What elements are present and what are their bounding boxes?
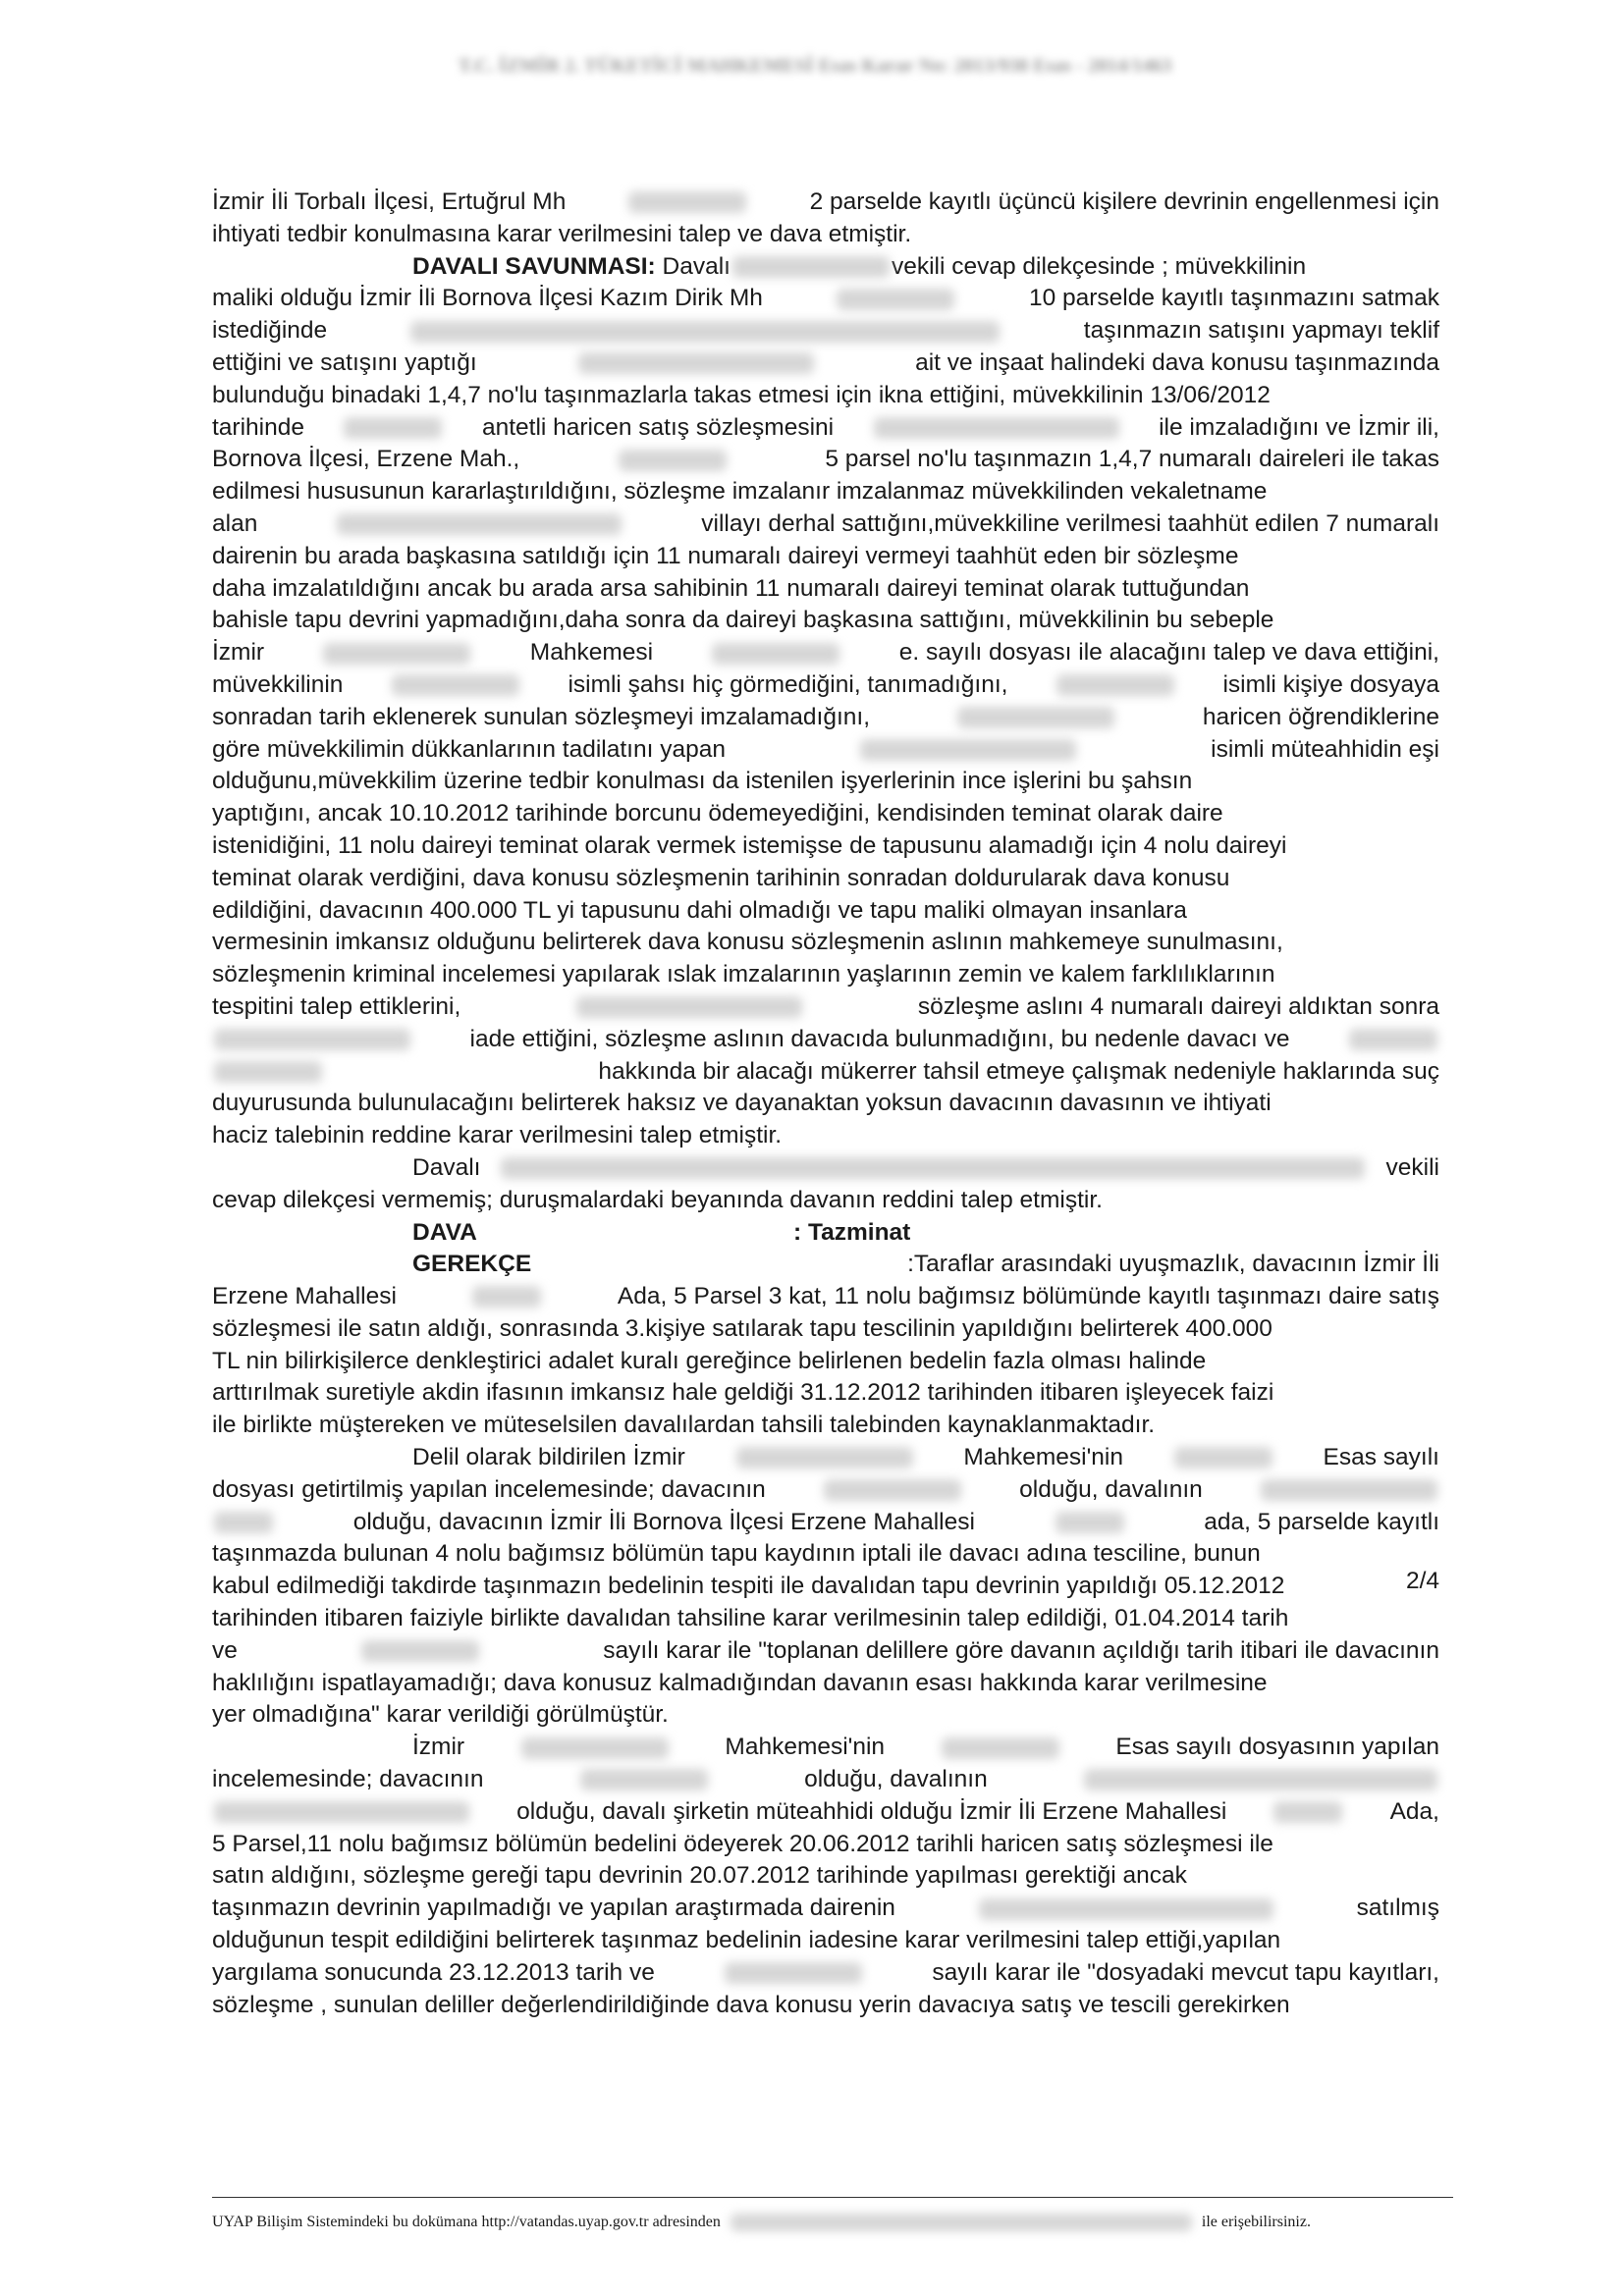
- text-line: [212, 1957, 1439, 1990]
- redaction: [521, 1737, 669, 1759]
- text-segment: ettiğini ve satışını yaptığı: [212, 348, 477, 376]
- text-segment: Bornova İlçesi, Erzene Mah.,: [212, 446, 520, 473]
- text-line: [212, 1860, 1439, 1893]
- text-segment: hakkında bir alacağı mükerrer tahsil etmeye çalışmak nedeniyle haklarında suç: [598, 1057, 1439, 1085]
- redaction: [942, 1737, 1059, 1759]
- text-line: [212, 1442, 1439, 1474]
- redaction: [361, 1640, 479, 1662]
- text-segment: Delil olarak bildirilen İzmir: [412, 1444, 685, 1471]
- text-line: [212, 1281, 1439, 1313]
- text-line: [212, 798, 1439, 830]
- text-segment: tespitini talep ettiklerini,: [212, 992, 461, 1020]
- text-segment: yaptığını, ancak 10.10.2012 tarihinde borcunu ödemeyediğini, kendisinden teminat olarak daire: [212, 800, 1223, 828]
- text-segment: sözleşme aslını 4 numaralı daireyi aldıktan sonra: [917, 992, 1439, 1020]
- redaction: [1261, 1479, 1437, 1501]
- text-line: [212, 541, 1439, 573]
- text-segment: istenidiğini, 11 nolu daireyi teminat olarak vermek istemişse de tapusunu alamadığı için 4 nolu daireyi: [212, 831, 1287, 859]
- text-segment: bahisle tapu devrini yapmadığını,daha sonra da daireyi başkasına sattığını, müvekkilinin bu sebeple: [212, 607, 1274, 634]
- text-segment: TL nin bilirkişilerce denkleştirici adalet kuralı gereğince belirlenen bedelin fazla olması halinde: [212, 1347, 1207, 1374]
- text-segment: müvekkilinin: [212, 670, 344, 698]
- redaction: [628, 191, 746, 213]
- text-segment: bulunduğu binadaki 1,4,7 no'lu taşınmazlarla takas etmesi için ikna ettiğini, müvekkilinin 13/06/2012: [212, 381, 1271, 408]
- text-segment: arttırılmak suretiyle akdin ifasının imkansız hale geldiği 31.12.2012 tarihinden itibaren işleyecek faizi: [212, 1379, 1274, 1407]
- text-line: [212, 1024, 1439, 1056]
- redaction: [214, 1512, 273, 1533]
- text-line: [212, 1990, 1439, 2022]
- text-line: [212, 959, 1439, 991]
- redaction: [472, 1286, 541, 1308]
- redaction: [736, 1447, 913, 1468]
- text-segment: Mahkemesi: [529, 639, 654, 667]
- text-segment: tarihinden itibaren faiziyle birlikte davalıdan tahsiline karar verilmesinin talep edildiği, 01.04.2014 tarih: [212, 1605, 1289, 1632]
- text-segment: 5 Parsel,11 nolu bağımsız bölümün bedelini ödeyerek 20.06.2012 tarihli haricen satış sözleşmesi ile: [212, 1830, 1273, 1857]
- text-segment: olduğu, davalının: [804, 1766, 988, 1793]
- text-segment: ile birlikte müştereken ve müteselsilen davalılardan tahsili talebinden kaynaklanmaktadır.: [212, 1412, 1156, 1439]
- text-segment: göre müvekkilimin dükkanlarının tadilatını yapan: [212, 735, 726, 763]
- text-line: [212, 830, 1439, 863]
- text-segment: Davalı: [662, 252, 731, 280]
- footer-text-left: UYAP Bilişim Sistemindeki bu dokümana http://vatandas.uyap.gov.tr adresinden: [212, 2214, 721, 2230]
- body-text: [212, 187, 1439, 2021]
- section-heading: GEREKÇE: [412, 1251, 532, 1278]
- text-line: [212, 1507, 1439, 1539]
- redaction: [1273, 1801, 1342, 1823]
- text-segment: olduğu, davalının: [1019, 1475, 1203, 1503]
- text-line: [212, 476, 1439, 508]
- text-line: [212, 1764, 1439, 1796]
- text-line: [212, 1925, 1439, 1957]
- text-segment: dosyası getirtilmiş yapılan incelemesinde; davacının: [212, 1475, 766, 1503]
- text-line: [212, 1377, 1439, 1410]
- text-segment: sayılı karar ile "toplanan delillere göre davanın açıldığı tarih itibari ile davacının: [603, 1636, 1439, 1664]
- redaction: [957, 707, 1114, 728]
- text-line: [212, 1120, 1439, 1152]
- redaction: [323, 643, 470, 665]
- text-segment: vermesinin imkansız olduğunu belirterek dava konusu sözleşmenin aslının mahkemeye sunulmasını,: [212, 929, 1283, 956]
- redaction: [874, 417, 1119, 439]
- text-segment: isimli şahsı hiç görmediğini, tanımadığını,: [568, 670, 1008, 698]
- text-line: [212, 702, 1439, 734]
- text-segment: sonradan tarih eklenerek sunulan sözleşmeyi imzalamadığını,: [212, 703, 871, 730]
- text-segment: sözleşme , sunulan deliller değerlendirildiğinde dava konusu yerin davacıya satış ve tescili gerekirken: [212, 1991, 1290, 2018]
- text-line: [212, 1571, 1439, 1603]
- text-segment: Erzene Mahallesi: [212, 1283, 397, 1310]
- footer-divider: [212, 2197, 1453, 2198]
- text-segment: yer olmadığına" karar verildiği görülmüştür.: [212, 1701, 669, 1729]
- text-line: [212, 508, 1439, 541]
- text-line: [212, 347, 1439, 380]
- text-segment: ait ve inşaat halindeki dava konusu taşınmazında: [915, 348, 1439, 376]
- text-segment: olduğu, davalı şirketin müteahhidi olduğu İzmir İli Erzene Mahallesi: [516, 1797, 1227, 1825]
- text-segment: sözleşmesi ile satın aldığı, sonrasında 3.kişiye satılarak tapu tescilinin yapıldığını belirterek 400.000: [212, 1314, 1272, 1342]
- text-line: [212, 1474, 1439, 1507]
- text-segment: ve: [212, 1636, 238, 1664]
- text-segment: Davalı: [412, 1153, 481, 1181]
- text-line: [212, 1152, 1439, 1185]
- text-segment: ile imzaladığını ve İzmir ili,: [1159, 413, 1439, 441]
- redaction: [337, 513, 622, 535]
- text-line: [212, 734, 1439, 767]
- text-segment: istediğinde: [212, 317, 328, 345]
- redaction: [580, 1769, 708, 1790]
- text-segment: Esas sayılı: [1323, 1444, 1439, 1471]
- redaction: [410, 321, 1000, 343]
- text-line: [212, 187, 1439, 219]
- text-segment: incelemesinde; davacının: [212, 1766, 484, 1793]
- text-segment: daha imzalatıldığını ancak bu arada arsa sahibinin 11 numaralı daireyi teminat olarak tuttuğundan: [212, 574, 1250, 602]
- text-line: [212, 315, 1439, 347]
- text-segment: isimli müteahhidin eşi: [1211, 735, 1439, 763]
- text-line: [212, 1668, 1439, 1700]
- text-line: [212, 251, 1439, 284]
- redaction: [1349, 1029, 1437, 1050]
- text-line: [212, 1893, 1439, 1925]
- footer-text-right: ile erişebilirsiniz.: [1201, 2214, 1311, 2230]
- text-line: [212, 766, 1439, 798]
- text-segment: Esas sayılı dosyasının yapılan: [1115, 1734, 1439, 1761]
- redaction: [731, 2214, 1192, 2231]
- text-segment: olduğunu,müvekkilim üzerine tedbir konulması da istenilen işyerlerinin ince işlerini bu şahsın: [212, 768, 1193, 795]
- text-line: [212, 573, 1439, 606]
- redaction: [1056, 674, 1174, 696]
- text-segment: haciz talebinin reddine karar verilmesini talep etmiştir.: [212, 1122, 783, 1149]
- text-segment: edildiğini, davacının 400.000 TL yi tapusunu dahi olmadığı ve tapu maliki olmayan insanlara: [212, 896, 1187, 924]
- text-segment: ihtiyati tedbir konulmasına karar verilmesini talep ve dava etmiştir.: [212, 220, 912, 247]
- text-segment: iade ettiğini, sözleşme aslının davacıda bulunmadığını, bu nedenle davacı ve: [469, 1025, 1290, 1052]
- redaction: [214, 1801, 469, 1823]
- text-line: [212, 863, 1439, 895]
- redaction: [979, 1898, 1273, 1920]
- text-segment: İzmir İli Torbalı İlçesi, Ertuğrul Mh: [212, 188, 567, 215]
- text-line: [212, 1829, 1439, 1861]
- redaction: [619, 450, 727, 471]
- text-segment: Mahkemesi'nin: [963, 1444, 1123, 1471]
- redaction: [860, 739, 1076, 761]
- redaction: [725, 1962, 862, 1984]
- text-segment: kabul edilmediği takdirde taşınmazın bedelinin tespiti ile davalıdan tapu devrinin yapıldığı 05.12.2012: [212, 1573, 1285, 1600]
- text-segment: e. sayılı dosyası ile alacağını talep ve dava ettiğini,: [898, 639, 1439, 667]
- text-segment: vekili: [1385, 1153, 1439, 1181]
- text-segment: duyurusunda bulunulacağını belirterek haksız ve dayanaktan yoksun davacının davasının ve ihtiyati: [212, 1090, 1272, 1117]
- text-segment: : Tazminat: [793, 1218, 911, 1246]
- text-segment: taşınmazın satışını yapmayı teklif: [1083, 317, 1439, 345]
- text-segment: Ada, 5 Parsel 3 kat, 11 nolu bağımsız bölümünde kayıtlı taşınmazı daire satış: [617, 1283, 1439, 1310]
- text-line: [212, 1732, 1439, 1764]
- text-segment: :Taraflar arasındaki uyuşmazlık, davacının İzmir İli: [907, 1251, 1439, 1278]
- text-segment: Mahkemesi'nin: [725, 1734, 886, 1761]
- text-segment: Ada,: [1389, 1797, 1439, 1825]
- text-segment: olduğu, davacının İzmir İli Bornova İlçesi Erzene Mahallesi: [352, 1508, 975, 1535]
- text-line: [212, 380, 1439, 412]
- text-line: [212, 283, 1439, 315]
- redaction: [1174, 1447, 1272, 1468]
- redaction: [214, 1061, 322, 1083]
- redaction: [344, 417, 442, 439]
- section-heading: DAVALI SAVUNMASI:: [412, 252, 656, 280]
- text-segment: ada, 5 parselde kayıtlı: [1204, 1508, 1439, 1535]
- text-line: [212, 1603, 1439, 1635]
- redacted-header: T.C. İZMİR 2. TÜKETİCİ MAHKEMESİ Esas Karar No: 2013/938 Esas - 2014/1463: [458, 55, 1172, 77]
- text-line: [212, 1699, 1439, 1732]
- text-segment: haklılığını ispatlayamadığı; dava konusuz kalmadığından davanın esası hakkında karar verilmesine: [212, 1669, 1268, 1696]
- text-line: [212, 1796, 1439, 1829]
- text-line: [212, 991, 1439, 1024]
- text-segment: haricen öğrendiklerine: [1202, 703, 1439, 730]
- text-line: [212, 1185, 1439, 1217]
- text-segment: sözleşmenin kriminal incelemesi yapılarak ıslak imzalarının yaşlarının zemin ve kalem farklılıklarının: [212, 961, 1275, 988]
- text-line: [212, 1410, 1439, 1442]
- text-segment: maliki olduğu İzmir İli Bornova İlçesi Kazım Dirik Mh: [212, 285, 763, 312]
- redaction: [214, 1029, 410, 1050]
- text-line: [212, 1538, 1439, 1571]
- text-line: [212, 412, 1439, 445]
- text-segment: 5 parsel no'lu taşınmazın 1,4,7 numaralı daireleri ile takas: [825, 446, 1439, 473]
- text-line: [212, 1313, 1439, 1346]
- text-segment: taşınmazda bulunan 4 nolu bağımsız bölümün tapu kaydının iptali ile davacı adına tesciline, bunun: [212, 1540, 1261, 1568]
- text-line: [212, 444, 1439, 476]
- page-number: 2/4: [1405, 1568, 1439, 1594]
- text-segment: alan: [212, 509, 258, 537]
- footer: [212, 2211, 1453, 2234]
- text-segment: 10 parselde kayıtlı taşınmazını satmak: [1028, 285, 1439, 312]
- redaction: [824, 1479, 961, 1501]
- text-line: [212, 605, 1439, 637]
- text-segment: teminat olarak verdiğini, dava konusu sözleşmenin tarihinin sonradan doldurularak dava konusu: [212, 864, 1230, 891]
- text-segment: vekili cevap dilekçesinde ; müvekkilinin: [891, 252, 1307, 280]
- text-line: [212, 637, 1439, 669]
- text-line: [212, 895, 1439, 928]
- text-line: [212, 1249, 1439, 1281]
- text-segment: antetli haricen satış sözleşmesini: [481, 413, 835, 441]
- redaction: [501, 1157, 1365, 1179]
- redaction: [712, 643, 839, 665]
- text-segment: villayı derhal sattığını,müvekkiline verilmesi taahhüt edilen 7 numaralı: [701, 509, 1439, 537]
- text-segment: dairenin bu arada başkasına satıldığı için 11 numaralı daireyi vermeyi taahhüt eden bir sözleşme: [212, 542, 1239, 569]
- text-segment: satılmış: [1356, 1895, 1439, 1922]
- section-heading: DAVA: [412, 1218, 477, 1246]
- text-segment: İzmir: [212, 639, 265, 667]
- text-segment: isimli kişiye dosyaya: [1222, 670, 1439, 698]
- text-segment: olduğunun tespit edildiğini belirterek taşınmaz bedelinin iadesine karar verilmesini talep ettiği,yapılan: [212, 1927, 1281, 1954]
- text-line: [212, 1635, 1439, 1668]
- text-line: [212, 1346, 1439, 1378]
- text-line: [212, 1056, 1439, 1089]
- redaction: [1084, 1769, 1437, 1790]
- redaction: [578, 352, 814, 374]
- text-segment: sayılı karar ile "dosyadaki mevcut tapu kayıtları,: [932, 1958, 1439, 1986]
- text-line: [212, 1217, 1439, 1250]
- text-segment: tarihinde: [212, 413, 304, 441]
- text-segment: İzmir: [412, 1734, 465, 1761]
- redaction: [732, 256, 890, 278]
- redaction: [392, 674, 519, 696]
- text-segment: edilmesi hususunun kararlaştırıldığını, sözleşme imzalanır imzalanmaz müvekkilinden vekaletname: [212, 478, 1268, 506]
- text-segment: yargılama sonucunda 23.12.2013 tarih ve: [212, 1958, 655, 1986]
- text-line: [212, 219, 1439, 251]
- text-segment: taşınmazın devrinin yapılmadığı ve yapılan araştırmada dairenin: [212, 1895, 895, 1922]
- text-line: [212, 669, 1439, 702]
- text-line: [212, 927, 1439, 959]
- text-segment: cevap dilekçesi vermemiş; duruşmalardaki beyanında davanın reddini talep etmiştir.: [212, 1186, 1103, 1213]
- text-line: [212, 1088, 1439, 1120]
- redaction: [576, 996, 802, 1018]
- text-segment: 2 parselde kayıtlı üçüncü kişilere devrinin engellenmesi için: [809, 188, 1439, 215]
- redaction: [1056, 1512, 1124, 1533]
- redaction: [837, 289, 954, 310]
- text-segment: satın aldığını, sözleşme gereği tapu devrinin 20.07.2012 tarihinde yapılması gerektiği ancak: [212, 1862, 1187, 1890]
